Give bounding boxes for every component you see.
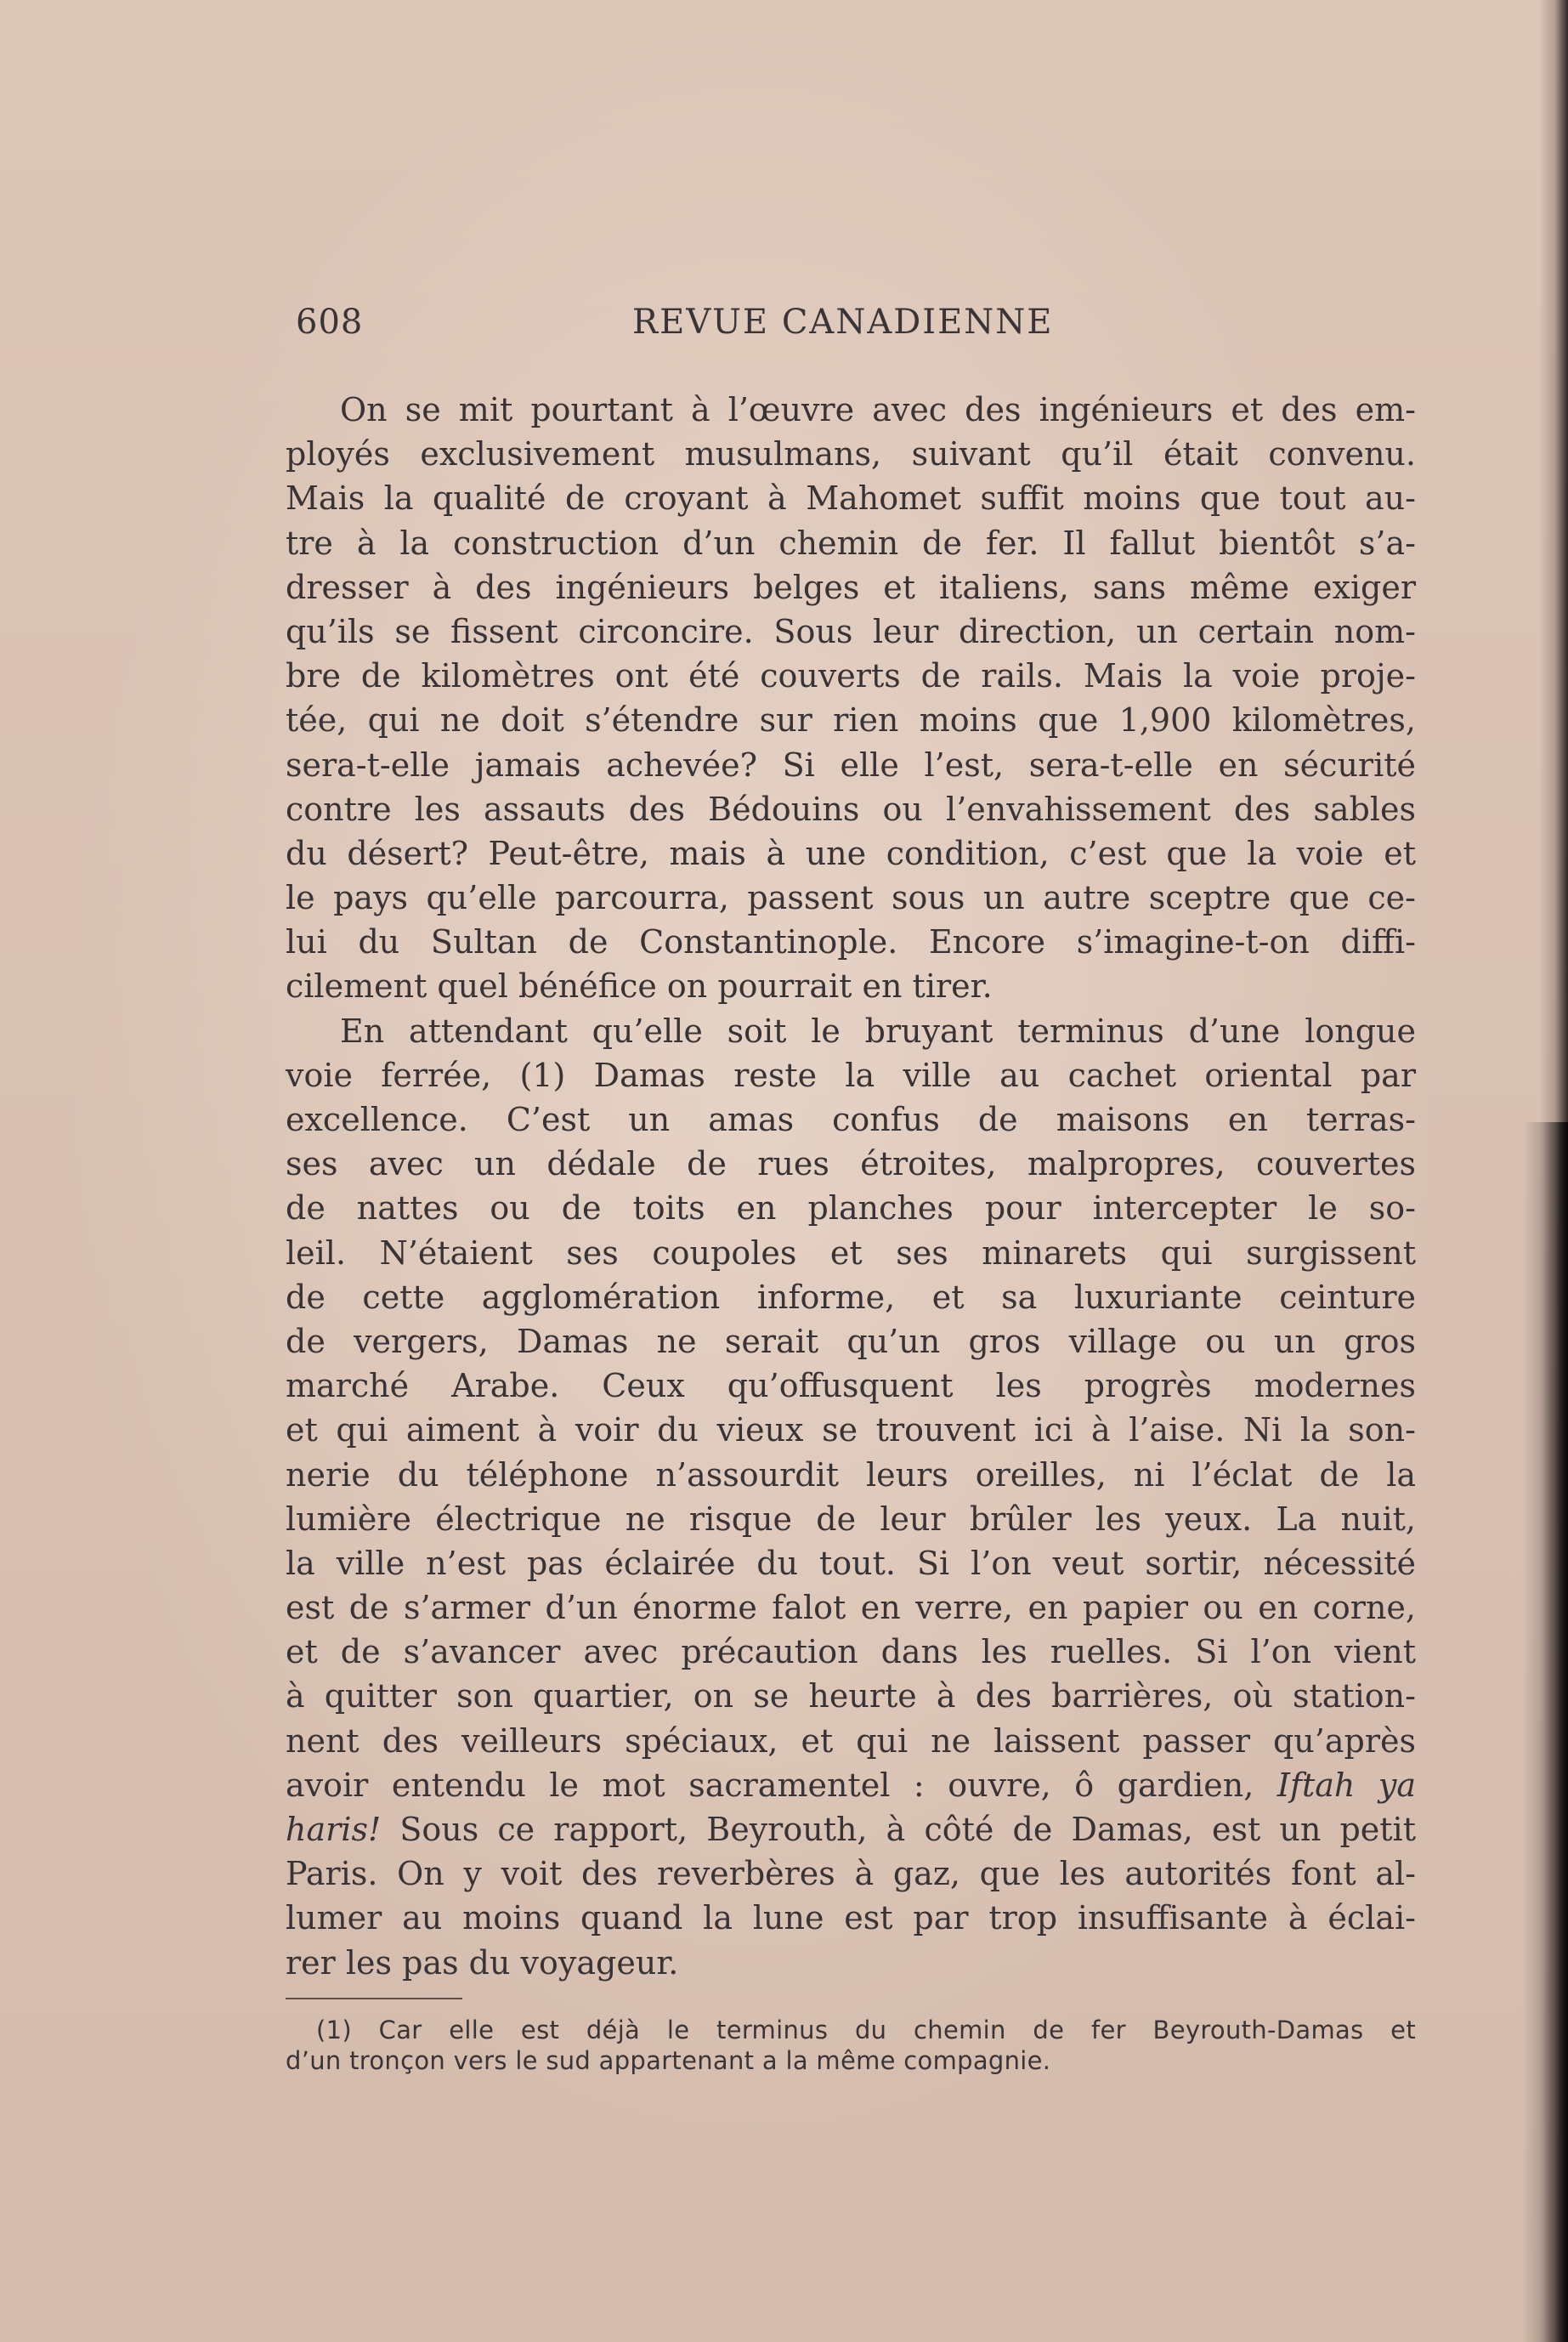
text-line: ployés exclusivement musulmans, suivant qu’il était convenu. — [286, 435, 1416, 474]
binding-shadow — [1522, 1122, 1568, 2342]
text-line: tée, qui ne doit s’étendre sur rien moins que 1,900 kilomètres, — [286, 701, 1416, 740]
text-line: marché Arabe. Ceux qu’offusquent les progrès modernes — [286, 1367, 1416, 1405]
text-line: leil. N’étaient ses coupoles et ses minarets qui surgissent — [286, 1233, 1416, 1272]
text-line: du désert? Peut-être, mais à une condition, c’est que la voie et — [286, 834, 1416, 872]
text-line: bre de kilomètres ont été couverts de rails. Mais la voie proje- — [286, 657, 1416, 695]
text-line: nerie du téléphone n’assourdit leurs oreilles, ni l’éclat de la — [286, 1455, 1416, 1494]
text-line: et qui aiment à voir du vieux se trouvent ici à l’aise. Ni la son- — [286, 1411, 1416, 1449]
text-line: de vergers, Damas ne serait qu’un gros village ou un gros — [286, 1322, 1416, 1360]
text-line: le pays qu’elle parcourra, passent sous un autre sceptre que ce- — [286, 879, 1416, 917]
footnote — [286, 2015, 1416, 2076]
text-line: nent des veilleurs spéciaux, et qui ne laissent passer qu’après — [286, 1721, 1416, 1760]
text-line: contre les assauts des Bédouins ou l’envahissement des sables — [286, 790, 1416, 828]
text-line: cilement quel bénéfice on pourrait en tirer. — [286, 967, 993, 1006]
text-line: dresser à des ingénieurs belges et italiens, sans même exiger — [286, 568, 1416, 606]
text-line: rer les pas du voyageur. — [286, 1943, 679, 1982]
text-fragment: avoir entendu le mot sacramentel : ouvre, ô gardien, — [286, 1766, 1254, 1804]
running-title: REVUE CANADIENNE — [632, 303, 1054, 342]
italic-phrase: haris! — [286, 1811, 382, 1848]
text-line: Mais la qualité de croyant à Mahomet suffit moins que tout au- — [286, 479, 1416, 518]
text-line: tre à la construction d’un chemin de fer. Il fallut bientôt s’a- — [286, 524, 1416, 562]
paragraph-2 — [286, 1009, 1416, 1985]
text-line: de nattes ou de toits en planches pour intercepter le so- — [286, 1189, 1416, 1228]
text-line: En attendant qu’elle soit le bruyant terminus d’une longue — [340, 1012, 1416, 1050]
text-line: de cette agglomération informe, et sa luxuriante ceinture — [286, 1278, 1416, 1316]
footnote-line: (1) Car elle est déjà le terminus du chemin de fer Beyrouth-Damas et — [316, 2016, 1416, 2044]
page-header — [296, 303, 1137, 350]
text-line: ses avec un dédale de rues étroites, malpropres, couvertes — [286, 1145, 1416, 1183]
text-fragment: Sous ce rapport, Beyrouth, à côté de Damas, est un petit — [399, 1811, 1416, 1848]
text-line: lui du Sultan de Constantinople. Encore s’imagine-t-on diffi- — [286, 923, 1416, 961]
body-text — [286, 388, 1416, 1985]
text-line-with-italic — [286, 1763, 1416, 1807]
text-line: qu’ils se fissent circoncire. Sous leur direction, un certain nom- — [286, 612, 1416, 650]
text-line: excellence. C’est un amas confus de maisons en terras- — [286, 1101, 1416, 1138]
text-line: à quitter son quartier, on se heurte à des barrières, où station- — [286, 1677, 1416, 1715]
text-line: On se mit pourtant à l’œuvre avec des ingénieurs et des em- — [340, 391, 1416, 428]
text-line: la ville n’est pas éclairée du tout. Si l’on veut sortir, nécessité — [286, 1544, 1416, 1582]
footnote-separator — [286, 1998, 462, 1999]
text-line-with-italic — [286, 1807, 1416, 1851]
footnote-line: d’un tronçon vers le sud appartenant a la même compagnie. — [286, 2046, 1051, 2075]
text-line: et de s’avancer avec précaution dans les ruelles. Si l’on vient — [286, 1633, 1416, 1671]
text-line: lumière électrique ne risque de leur brûler les yeux. La nuit, — [286, 1500, 1416, 1538]
text-line: Paris. On y voit des reverbères à gaz, que les autorités font al- — [286, 1855, 1416, 1893]
paragraph-1 — [286, 388, 1416, 1009]
text-line: voie ferrée, (1) Damas reste la ville au cachet oriental par — [286, 1056, 1416, 1094]
text-line: lumer au moins quand la lune est par trop insuffisante à éclai- — [286, 1899, 1416, 1937]
page-number: 608 — [296, 303, 364, 342]
text-line: sera-t-elle jamais achevée? Si elle l’est, sera-t-elle en sécurité — [286, 746, 1416, 784]
text-line: est de s’armer d’un énorme falot en verre, en papier ou en corne, — [286, 1589, 1416, 1627]
italic-phrase: Iftah ya — [1276, 1766, 1416, 1804]
